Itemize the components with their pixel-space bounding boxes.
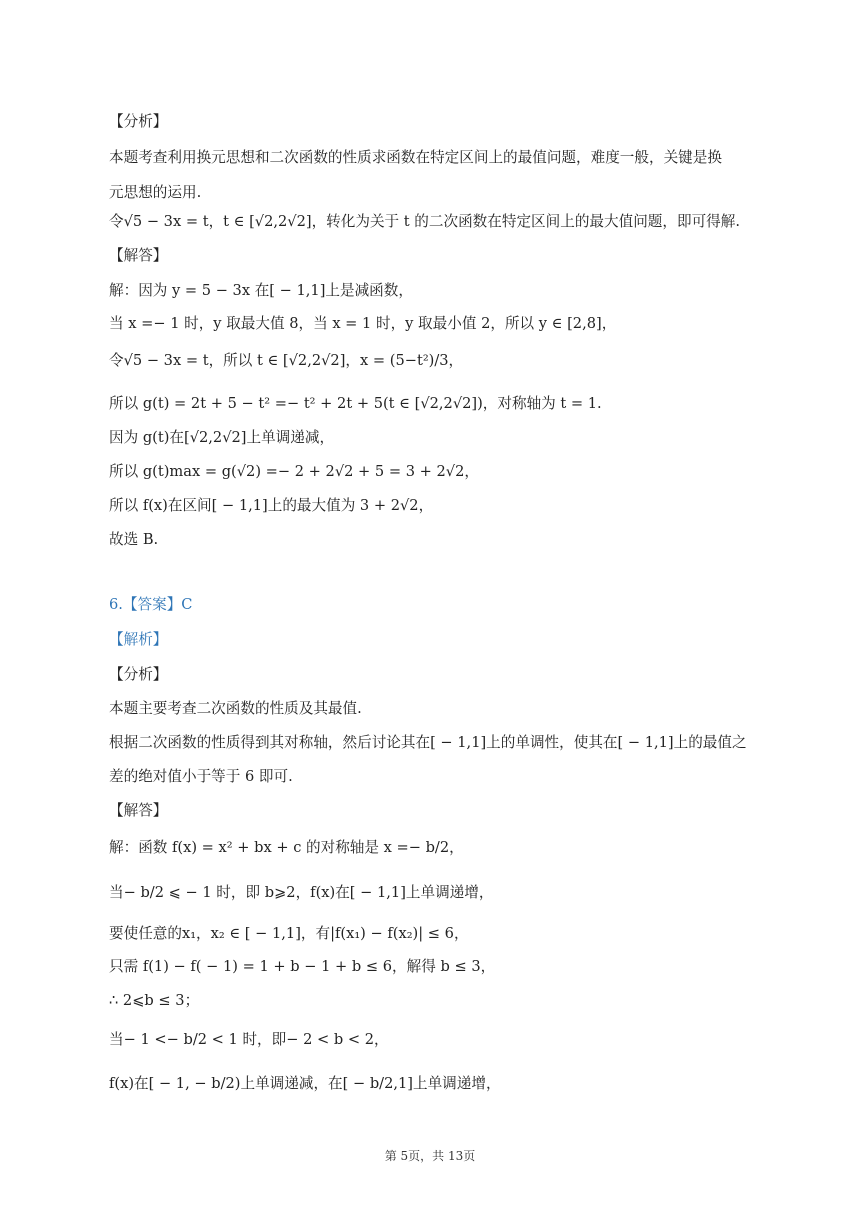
analysis-line-3: 令√5 − 3x = t，t ∈ [√2,2√2]，转化为关于 t 的二次函数在特定区间上的最大值问题，即可得解.	[109, 213, 740, 230]
answer-line: 6.【答案】C	[109, 596, 193, 613]
analysis2-line-3: 差的绝对值小于等于 6 即可.	[109, 768, 293, 785]
solution-line-7: 所以 f(x)在区间[ − 1,1]上的最大值为 3 + 2√2，	[109, 497, 434, 514]
analysis2-line-1: 本题主要考查二次函数的性质及其最值.	[109, 700, 362, 717]
solution2-line-5: ∴ 2⩽b ≤ 3；	[109, 992, 200, 1009]
solution-line-5: 因为 g(t)在[√2,2√2]上单调递减，	[109, 429, 335, 446]
solution-line-2: 当 x =− 1 时，y 取最大值 8，当 x = 1 时，y 取最小值 2，所以 y ∈ [2,8]，	[109, 315, 617, 332]
solution2-line-2: 当− b/2 ⩽ − 1 时，即 b⩾2，f(x)在[ − 1,1]上单调递增，	[109, 884, 494, 901]
solution2-line-4: 只需 f(1) − f( − 1) = 1 + b − 1 + b ≤ 6，解得 b ≤ 3，	[109, 958, 496, 975]
solution-line-3: 令√5 − 3x = t，所以 t ∈ [√2,2√2]，x = (5−t²)/3，	[109, 352, 464, 369]
solution2-line-3: 要使任意的x₁，x₂ ∈ [ − 1,1]，有|f(x₁) − f(x₂)| ≤ 6，	[109, 925, 469, 942]
solution2-line-7: f(x)在[ − 1, − b/2)上单调递减，在[ − b/2,1]上单调递增，	[109, 1075, 501, 1092]
solution-line-4: 所以 g(t) = 2t + 5 − t² =− t² + 2t + 5(t ∈ [√2,2√2])，对称轴为 t = 1.	[109, 395, 602, 412]
solution-line-1: 解：因为 y = 5 − 3x 在[ − 1,1]上是减函数，	[109, 282, 413, 299]
analysis-line-2: 元思想的运用.	[109, 184, 202, 201]
analysis-heading-2: 【分析】	[109, 666, 168, 683]
solution-line-6: 所以 g(t)max = g(√2) =− 2 + 2√2 + 5 = 3 + 2√2，	[109, 463, 479, 480]
analysis-heading: 【分析】	[109, 113, 168, 130]
solution2-line-6: 当− 1 <− b/2 < 1 时，即− 2 < b < 2，	[109, 1031, 389, 1048]
solution2-line-1: 解：函数 f(x) = x² + bx + c 的对称轴是 x =− b/2，	[109, 839, 464, 856]
solution-line-8: 故选 B.	[109, 531, 159, 548]
analysis2-line-2: 根据二次函数的性质得到其对称轴，然后讨论其在[ − 1,1]上的单调性，使其在[ − 1,1]上的最值之	[109, 734, 747, 751]
jiexi-heading: 【解析】	[109, 631, 168, 648]
solution-heading: 【解答】	[109, 247, 168, 264]
page-footer: 第 5页，共 13页	[384, 1149, 476, 1163]
solution-heading-2: 【解答】	[109, 802, 168, 819]
analysis-line-1: 本题考查利用换元思想和二次函数的性质求函数在特定区间上的最值问题，难度一般，关键是换	[109, 149, 722, 166]
